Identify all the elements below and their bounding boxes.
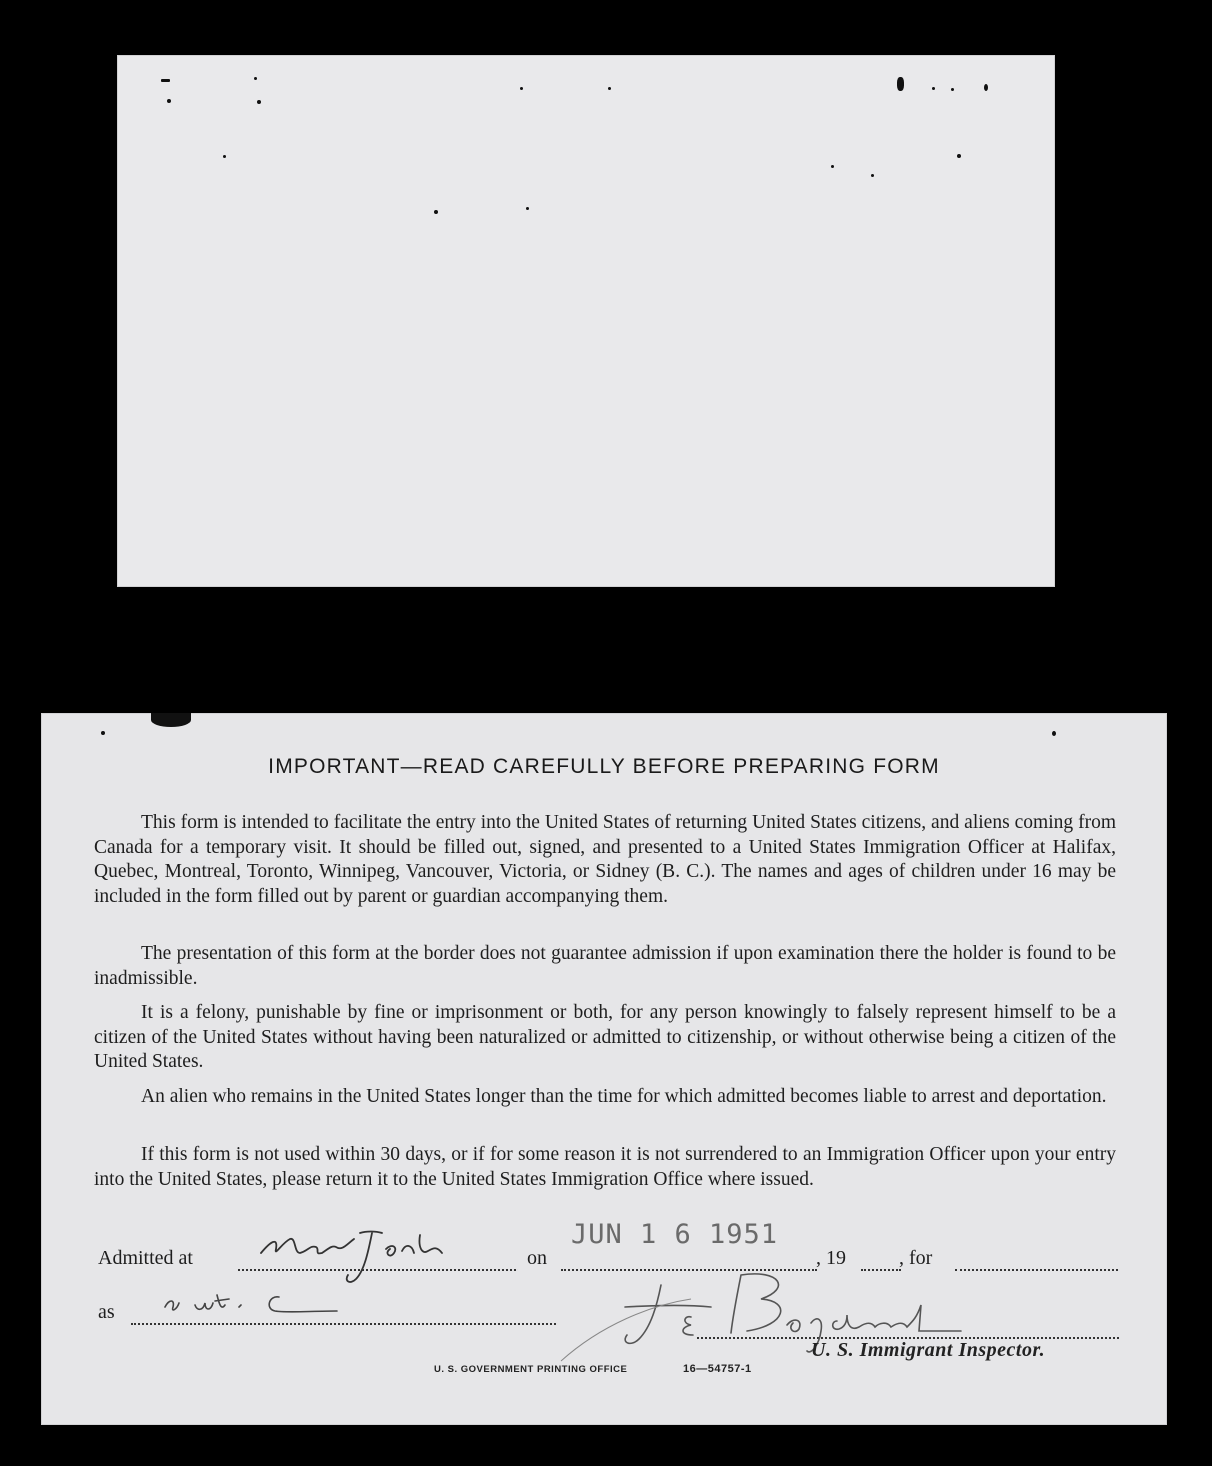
on-label: on (527, 1247, 547, 1269)
speck (257, 100, 261, 104)
paragraph-return: If this form is not used within 30 days, or if for some reason it is not surrendered to an Immigration Officer upon your entry into the United States, please return it to the United States Immigration Office where issued. (94, 1144, 1116, 1190)
speck (254, 77, 257, 80)
paragraph-deportation: An alien who remains in the United States longer than the time for which admitted becomes liable to arrest and deportation. (141, 1086, 1107, 1107)
as-field[interactable] (131, 1323, 556, 1325)
speck (526, 207, 529, 210)
speck (932, 87, 935, 90)
speck (434, 210, 438, 214)
card-back (117, 55, 1055, 587)
speck (831, 165, 834, 168)
year-label: , 19 (816, 1247, 846, 1269)
speck (871, 174, 874, 177)
form-number: 16—54757-1 (683, 1363, 752, 1375)
speck (520, 87, 523, 90)
speck (957, 154, 961, 158)
paragraph-felony: It is a felony, punishable by fine or imprisonment or both, for any person knowingly to falsely represent himself to be a citizen of the United States without having been naturalized or admitted to citizenship, or without otherwise being a citizen of the United States. (94, 1002, 1116, 1072)
speck (608, 87, 611, 90)
speck (161, 79, 170, 82)
for-label: , for (899, 1247, 933, 1269)
form-heading: IMPORTANT—READ CAREFULLY BEFORE PREPARING FORM (268, 755, 940, 778)
handwritten-status (159, 1281, 359, 1321)
printing-office-imprint: U. S. GOVERNMENT PRINTING OFFICE (434, 1364, 628, 1375)
speck (984, 84, 988, 91)
paragraph-admission: The presentation of this form at the border does not guarantee admission if upon examination there the holder is found to be inadmissible. (94, 943, 1116, 989)
card-front (41, 713, 1167, 1425)
speck (897, 77, 904, 91)
speck (151, 713, 191, 727)
speck (951, 88, 954, 91)
speck (1052, 731, 1056, 736)
speck (223, 155, 226, 158)
inspector-title: U. S. Immigrant Inspector. (811, 1339, 1046, 1361)
as-label: as (98, 1301, 115, 1323)
speck (167, 99, 171, 103)
paragraph-purpose: This form is intended to facilitate the entry into the United States of returning United States citizens, and aliens coming from Canada for a temporary visit. It should be filled out, signed, and presented to a United States Immigration Officer at Halifax, Quebec, Montreal, Toronto, Winnipeg, Vancouver, Victoria, or Sidney (B. C.). The names and ages of children under 16 may be included in the form filled out by parent or guardian accompanying them. (94, 812, 1116, 907)
date-stamp: JUN 1 6 1951 (571, 1219, 779, 1250)
admitted-at-label: Admitted at (98, 1247, 193, 1269)
speck (101, 731, 105, 735)
purpose-field[interactable] (955, 1269, 1118, 1271)
